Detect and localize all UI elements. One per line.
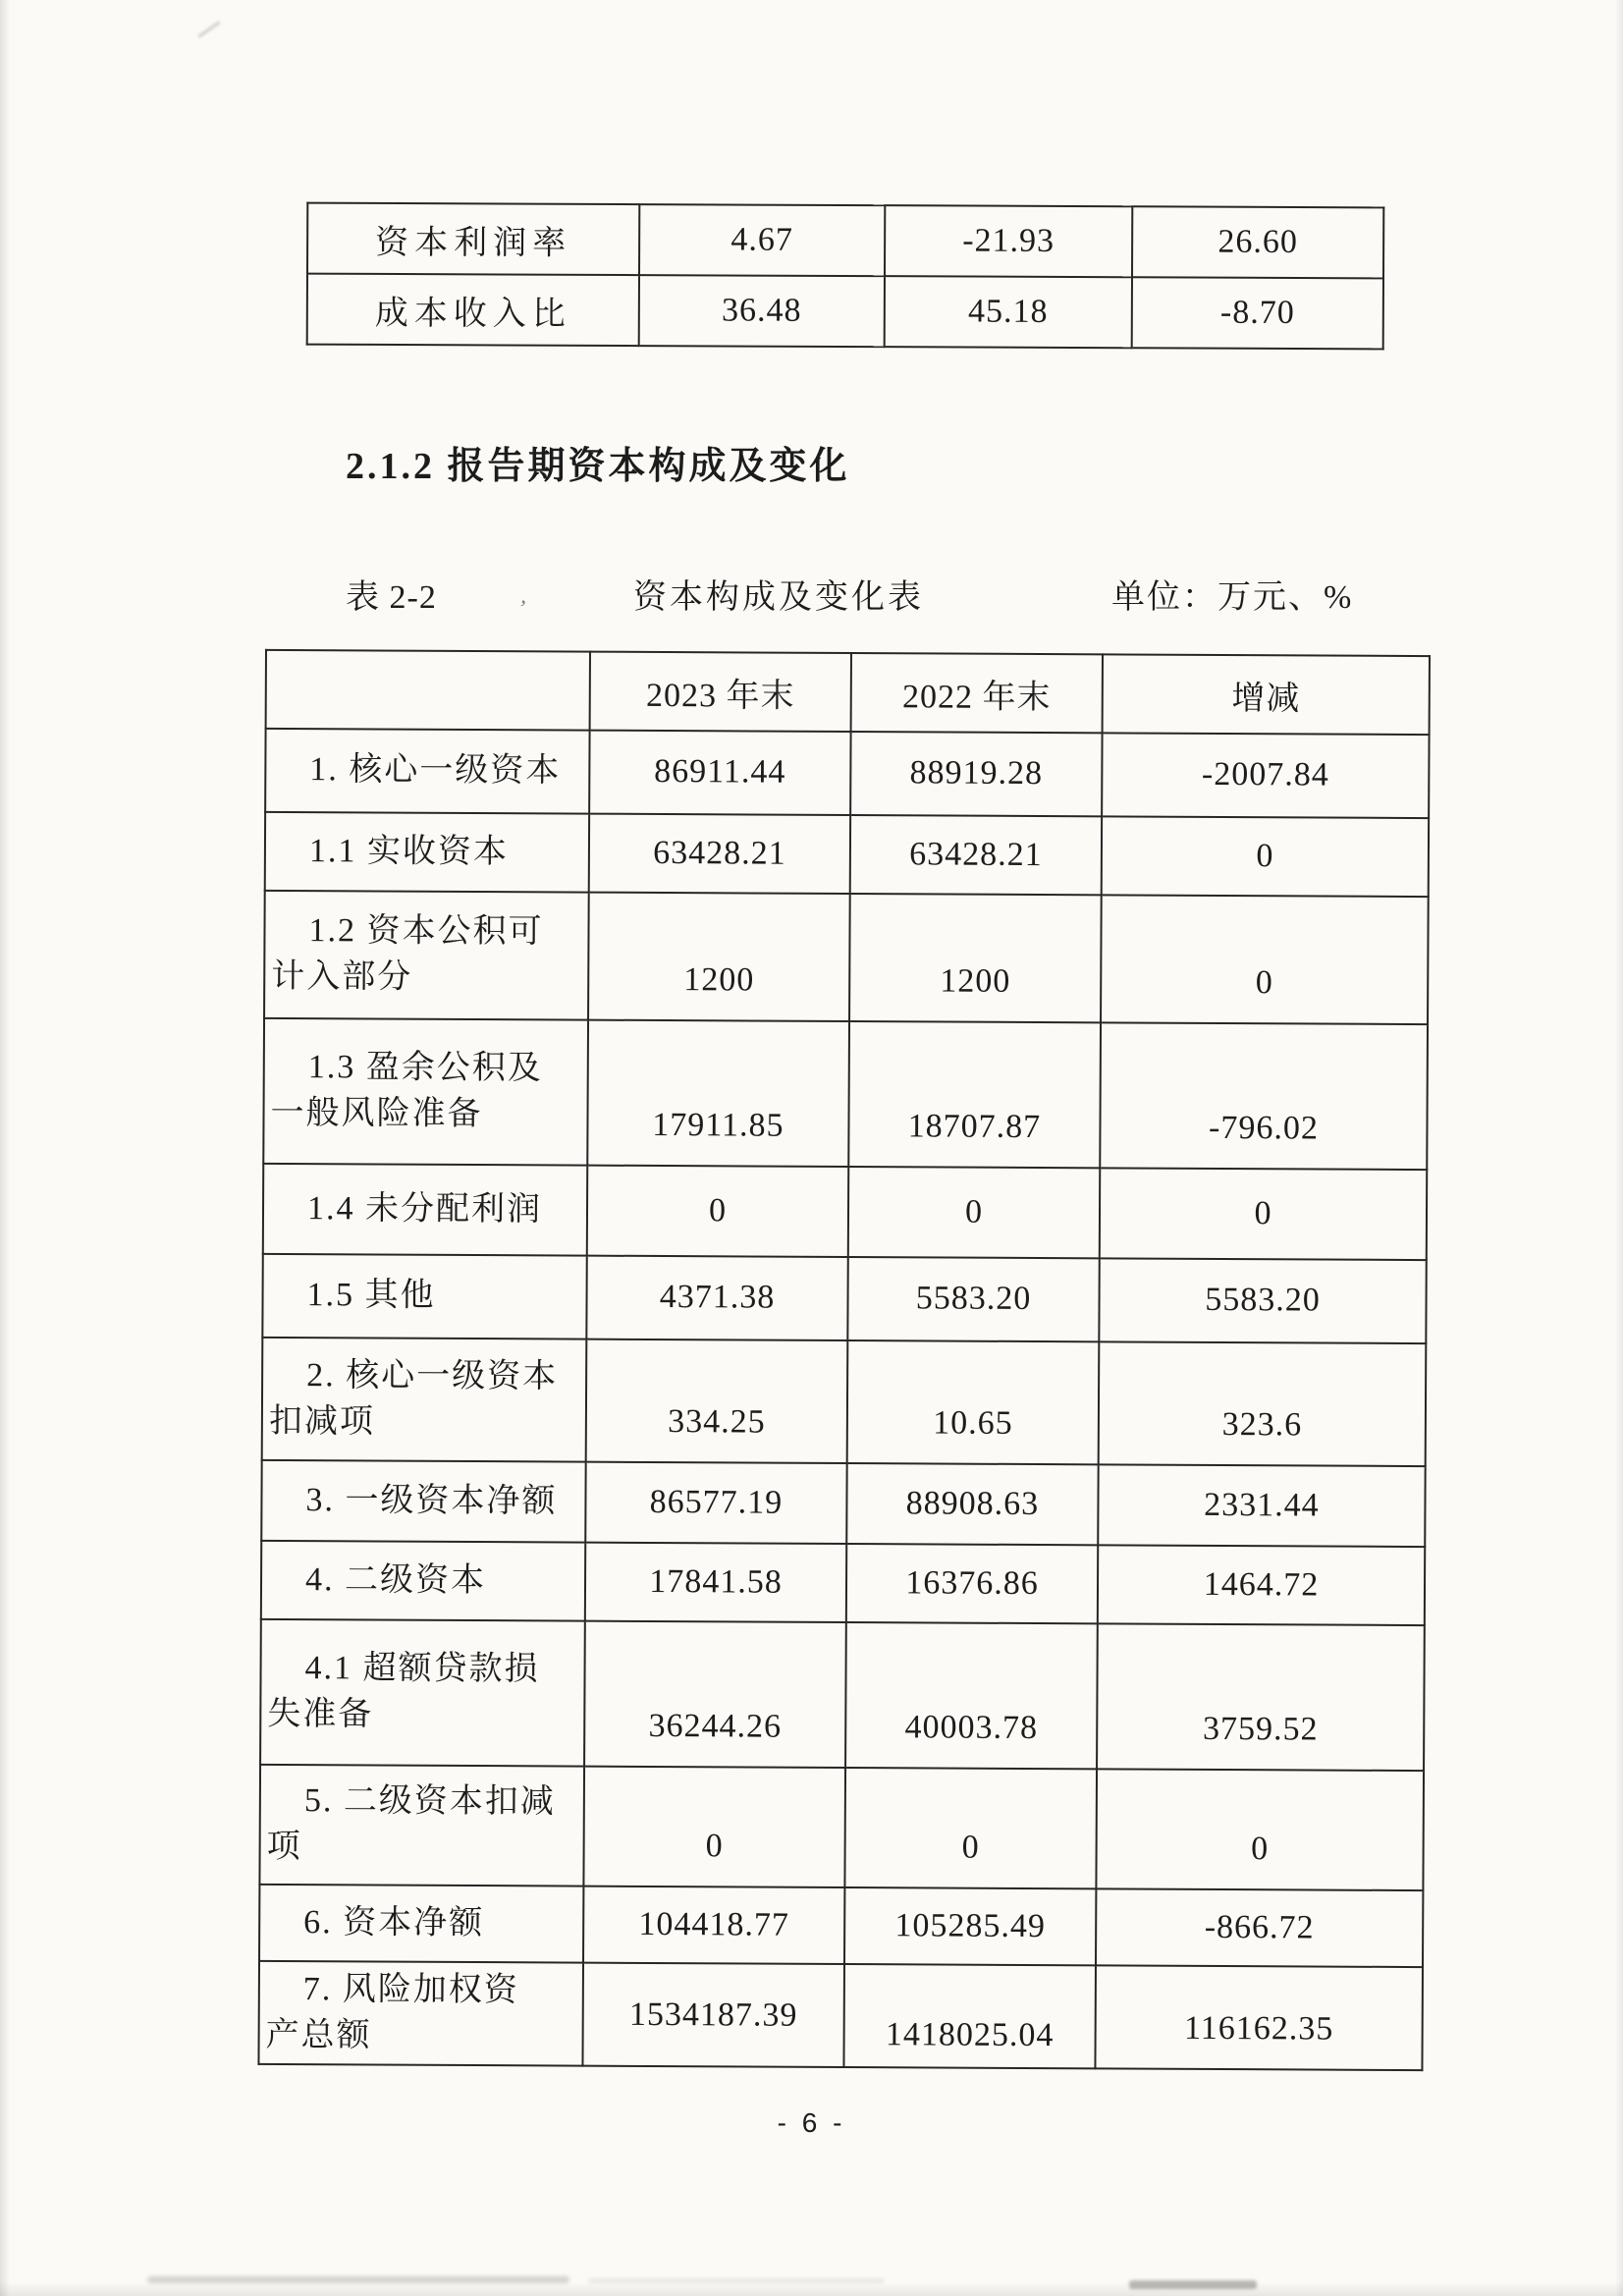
value-cell: 88908.63 (846, 1463, 1098, 1545)
column-header: 增减 (1103, 654, 1430, 735)
value-cell: 4.67 (639, 204, 885, 276)
column-header: 2022 年末 (851, 653, 1103, 733)
row-label-cell: 成本收入比 (307, 274, 639, 346)
value-cell: 334.25 (586, 1339, 848, 1463)
value-cell: -21.93 (885, 205, 1132, 277)
scan-artifact-mark (197, 21, 221, 38)
value-cell: -796.02 (1100, 1022, 1428, 1170)
value-cell: 36244.26 (584, 1621, 846, 1768)
table-row (262, 1254, 1426, 1343)
row-label-cell: 4.1 超额贷款损 失准备 (260, 1619, 585, 1767)
value-cell: 18707.87 (848, 1021, 1101, 1168)
table-title: 资本构成及变化表 (633, 579, 924, 616)
table-row (263, 1018, 1428, 1170)
value-cell: 36.48 (639, 275, 885, 347)
value-cell: 0 (1096, 1769, 1424, 1890)
scan-smudge (147, 2276, 569, 2283)
value-cell: 86911.44 (589, 731, 850, 815)
value-cell: -8.70 (1132, 277, 1383, 349)
table-row (259, 1885, 1423, 1967)
value-cell: 105285.49 (844, 1887, 1096, 1965)
value-cell: 26.60 (1132, 206, 1383, 278)
scan-smudge (589, 2278, 884, 2283)
table-row (307, 203, 1383, 279)
table-unit-label: 单位：万元、% (1111, 579, 1354, 616)
row-label-cell: 1.1 实收资本 (265, 812, 589, 893)
scan-edge-shadow-right (1615, 0, 1623, 2296)
value-cell: 63428.21 (850, 815, 1102, 895)
value-cell: 16376.86 (846, 1544, 1098, 1623)
value-cell: 0 (1102, 816, 1429, 897)
row-label-cell: 5. 二级资本扣减 项 (259, 1765, 584, 1886)
capital-composition-table (257, 649, 1431, 2071)
table-row (307, 274, 1383, 350)
table-row (263, 1164, 1427, 1260)
value-cell: 1200 (849, 894, 1102, 1022)
value-cell: 40003.78 (845, 1622, 1098, 1769)
row-label-cell: 2. 核心一级资本 扣减项 (262, 1338, 587, 1462)
corner-cell (266, 650, 590, 731)
table-row (261, 1460, 1425, 1547)
value-cell: -866.72 (1096, 1888, 1423, 1967)
section-heading: 2.1.2 报告期资本构成及变化 (346, 446, 850, 487)
value-cell: 0 (848, 1167, 1100, 1258)
value-cell: 1200 (588, 893, 850, 1021)
table-row (261, 1541, 1425, 1625)
value-cell: 86577.19 (585, 1462, 846, 1544)
value-cell: 17911.85 (587, 1020, 849, 1167)
row-label-cell: 4. 二级资本 (261, 1541, 585, 1621)
value-cell: 1464.72 (1098, 1545, 1425, 1625)
scan-edge-shadow-left (0, 0, 10, 2296)
value-cell: 0 (587, 1166, 848, 1257)
value-cell: 4371.38 (586, 1256, 847, 1340)
value-cell: 1534187.39 (582, 1963, 844, 2067)
value-cell: 45.18 (885, 276, 1132, 348)
value-cell: 0 (1101, 895, 1429, 1024)
value-cell: 2331.44 (1098, 1464, 1425, 1547)
row-label-cell: 6. 资本净额 (259, 1885, 583, 1963)
table-row (265, 812, 1429, 897)
scan-stray-tick: , (519, 582, 529, 610)
table-row (264, 891, 1429, 1024)
value-cell: 10.65 (847, 1340, 1100, 1464)
table-row (265, 729, 1429, 818)
value-cell: 17841.58 (585, 1543, 846, 1622)
row-label-cell: 1.2 资本公积可 计入部分 (264, 891, 589, 1020)
table-row (260, 1619, 1425, 1771)
value-cell: 5583.20 (1099, 1258, 1426, 1343)
row-label-cell: 1. 核心一级资本 (265, 729, 589, 814)
value-cell: 1418025.04 (843, 1964, 1096, 2068)
table-number-label: 表 2-2 (346, 579, 437, 616)
value-cell: 3759.52 (1097, 1623, 1425, 1771)
value-cell: 116162.35 (1095, 1965, 1423, 2070)
row-label-cell: 1.4 未分配利润 (263, 1164, 587, 1256)
row-label-cell: 7. 风险加权资 产总额 (258, 1961, 583, 2066)
table-row (259, 1765, 1424, 1890)
row-label-cell: 1.3 盈余公积及 一般风险准备 (263, 1018, 588, 1166)
column-header: 2023 年末 (590, 652, 851, 732)
value-cell: 323.6 (1099, 1341, 1427, 1466)
row-label-cell: 3. 一级资本净额 (261, 1460, 585, 1543)
summary-ratios-table (306, 202, 1385, 351)
scan-smudge (1129, 2280, 1257, 2289)
page-number: - 6 - (777, 2107, 846, 2138)
row-label-cell: 资本利润率 (307, 203, 639, 275)
value-cell: 0 (583, 1767, 845, 1887)
scan-edge-shadow-bottom (0, 2282, 1623, 2296)
value-cell: -2007.84 (1102, 733, 1429, 818)
value-cell: 104418.77 (583, 1886, 844, 1964)
table-row (262, 1338, 1427, 1466)
value-cell: 0 (844, 1768, 1097, 1888)
row-label-cell: 1.5 其他 (262, 1254, 586, 1339)
value-cell: 63428.21 (589, 814, 850, 894)
table-header-row (266, 650, 1430, 735)
table-row (258, 1961, 1423, 2070)
value-cell: 88919.28 (850, 732, 1102, 816)
value-cell: 0 (1100, 1168, 1427, 1260)
value-cell: 5583.20 (847, 1257, 1099, 1341)
